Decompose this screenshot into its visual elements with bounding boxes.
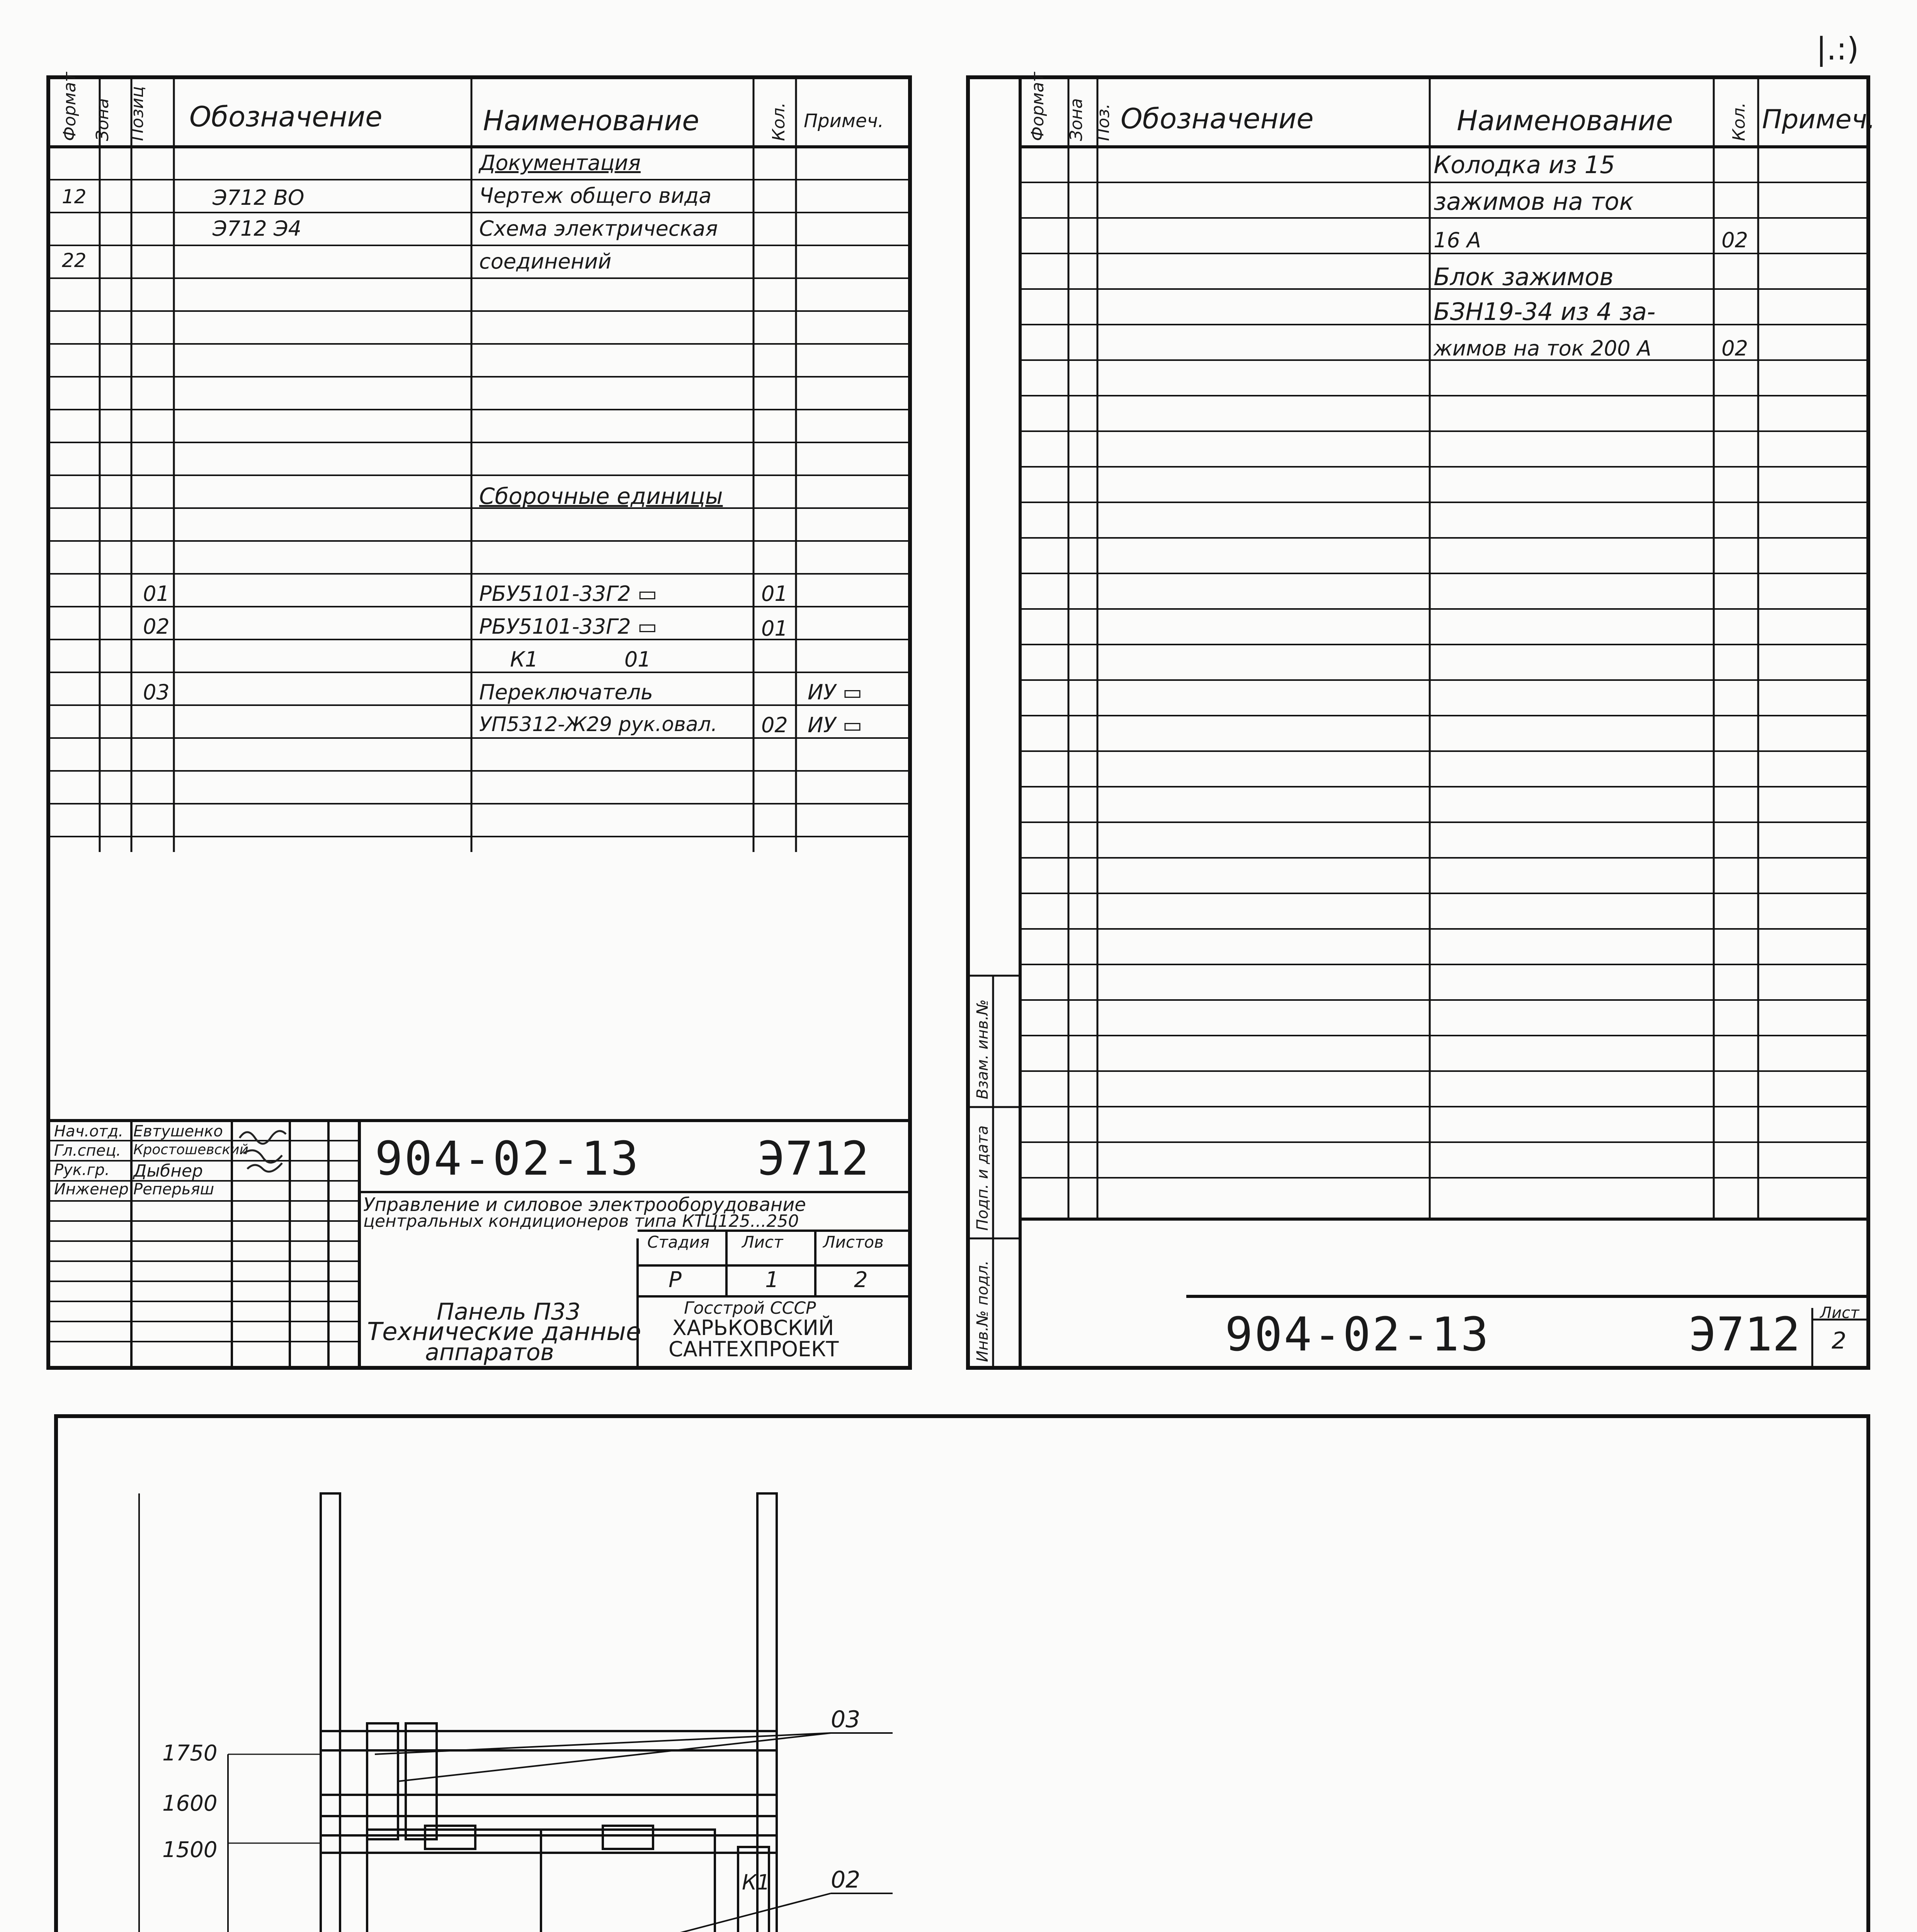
stamp-name-line3: аппаратов [425,1339,554,1366]
row-name: Переключатель [479,680,653,704]
sheet2-sheet: 2 [1832,1327,1847,1354]
stamp-stage: Р [668,1267,682,1293]
header-designation: Обозначение [189,100,383,133]
signature-icon [236,1122,294,1177]
header-note: Примеч. [1762,104,1876,135]
row-name: жимов на ток 200 А [1434,336,1652,361]
drawing-sheet [54,1414,1870,1932]
sheet2-code: 904-02-13 [1225,1308,1490,1362]
row-name: Схема электрическая [479,216,718,241]
stamp-org3: САНТЕХПРОЕКТ [668,1337,839,1361]
row-qty: 01 [761,616,788,641]
header-format: Формат [1028,72,1048,141]
row-qty: 02 [1721,228,1748,252]
header-designation: Обозначение [1121,102,1314,135]
spec-sheet-2-grid [970,79,1866,1366]
rail-1500 [321,1835,777,1853]
callout-02: 02 [831,1866,861,1893]
sheet2-doc: Э712 [1689,1308,1800,1362]
stamp-name-line2: Технические данные [367,1318,641,1346]
stamp-name-line1: Панель П33 [437,1298,581,1325]
row-position: 02 [143,614,170,639]
stamp-sheets: 2 [854,1267,868,1293]
stamp-person: Евтушенко [133,1122,223,1140]
stamp-org2: ХАРЬКОВСКИЙ [672,1316,834,1340]
stamp-sheets-label: Листов [823,1233,884,1252]
header-format: Формат [60,72,80,141]
dim-1600: 1600 [162,1791,218,1816]
side-label-inventory: Инв.№ подл. [974,1260,992,1362]
row-name: К1 01 [510,647,651,672]
row-note: ИУ ▭ [808,713,862,737]
header-note: Примеч. [804,110,884,132]
row-position: 01 [143,582,170,606]
row-qty: 02 [761,713,788,737]
row-position: 03 [143,680,170,704]
relay-label-k1: К1 [742,1870,770,1895]
header-qty: Кол. [769,102,789,141]
row-designation: Э712 ВО [213,185,304,210]
stamp-code: 904-02-13 [375,1132,640,1186]
row-name: зажимов на ток [1434,187,1634,216]
stamp-role: Гл.спец. [54,1142,121,1160]
spec-sheet-1 [46,72,912,1370]
row-name: РБУ5101-33Г2 ▭ [479,614,657,639]
stamp-title-line2: центральных кондиционеров типа КТЦ125...250 [363,1211,799,1231]
row-name: УП5312-Ж29 рук.овал. [479,713,718,736]
row-name: соединений [479,249,612,274]
dim-1500: 1500 [162,1837,218,1862]
row-name: Блок зажимов [1434,263,1614,291]
row-name: Колодка из 15 [1434,151,1615,179]
row-name: РБУ5101-33Г2 ▭ [479,582,657,606]
stamp-stage-label: Стадия [647,1233,710,1252]
stamp-title-line1: Управление и силовое электрооборудование [363,1194,806,1216]
row-designation: Э712 Э4 [213,216,302,241]
sheet2-sheet-label: Лист [1820,1304,1859,1322]
row-note: ИУ ▭ [808,680,862,704]
switch-03-b [406,1723,437,1839]
row-name: Чертеж общего вида [479,184,712,208]
panel-drawing [58,1418,1866,1932]
header-qty: Кол. [1729,102,1749,141]
row-qty: 02 [1721,336,1748,361]
side-label-signature: Подп. и дата [974,1125,992,1231]
row-name: Сборочные единицы [479,483,723,509]
row-format: 22 [62,249,87,272]
corner-mark: |.:) [1816,31,1859,67]
dim-1750: 1750 [162,1741,218,1766]
header-zone: Зона [1067,98,1086,141]
stamp-role: Инженер [54,1180,129,1198]
stamp-doc: Э712 [757,1132,869,1186]
header-name: Наименование [1457,104,1673,137]
header-name: Наименование [483,104,699,137]
spec-sheet-2 [966,72,1876,1370]
row-qty: 01 [761,582,788,606]
header-zone: Зона [93,98,112,141]
left-upright [321,1493,340,1932]
header-position: Позиц [128,86,147,141]
row-name: 16 А [1434,228,1481,252]
stamp-person: Реперьяш [133,1180,214,1198]
switch-03-a [367,1723,398,1839]
stamp-person: Кростошевский [133,1142,248,1158]
right-upright [757,1493,777,1932]
stamp-person: Дыбнер [133,1161,203,1181]
stamp-role: Рук.гр. [54,1161,110,1179]
rail-1600 [321,1795,777,1816]
callout-03: 03 [831,1706,861,1733]
row-name: БЗН19-34 из 4 за- [1434,298,1656,326]
row-name: Документация [479,151,641,175]
side-label-replaced: Взам. инв.№ [974,999,992,1099]
row-format: 12 [62,185,87,208]
stamp-sheet: 1 [765,1267,779,1293]
stamp-sheet-label: Лист [742,1233,783,1252]
stamp-org1: Госстрой СССР [684,1298,816,1318]
header-position: Поз. [1094,103,1113,141]
rail-top [321,1731,777,1750]
stamp-role: Нач.отд. [54,1122,124,1140]
